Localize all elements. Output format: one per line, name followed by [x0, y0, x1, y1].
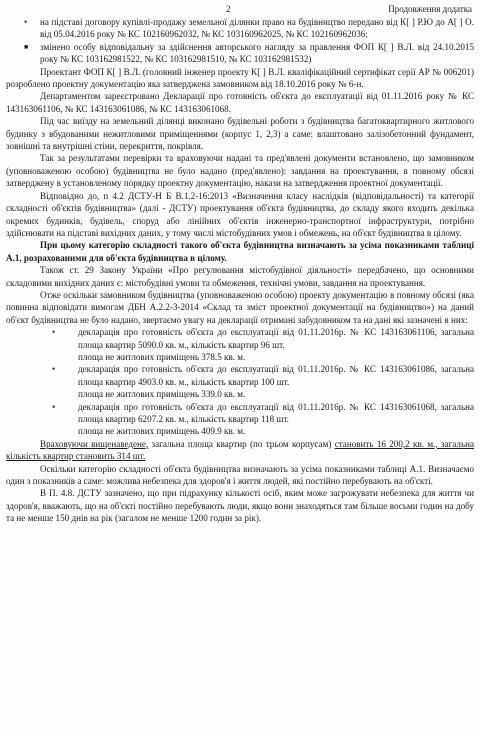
bullet-paragraph: • на підставі договору купівлі-продажу земельної ділянки право на будівництво передано від К[ ] Р.Ю до А[ ] О. від 05.04.2016 року № КС 102160962032, № КС 103160962025, № КС 102160962036; [6, 16, 474, 41]
paragraph: В П. 4.8. ДСТУ зазначено, що при підрахунку кількості осіб, яким може загрожувати небезпека для життя чи здоров'я, вважають, що на об'єкті постійно перебувають люди, якщо вони знаходяться там більше восьми годин на добу та не менше 150 днів на рік (загалом не менше 1200 годин за рік). [6, 488, 474, 524]
paragraph: Департаментом зареєстровано Декларації про готовність об'єкта до експлуатації від 01.11.2016 року № КС 143163061106, № КС 143163061086, № КС 143163061068. [6, 91, 474, 114]
continuation-note: Продовження додатка [388, 4, 472, 14]
bullet-paragraph: ■ змінено особу відповідальну за здійснення авторського нагляду за правлення ФОП К[ ] В.Л. від 24.10.2015 року № КС 103162981522, № КС 103162981510, № КС 103162981532) [6, 41, 474, 66]
paragraph: Під час виїзду на земельний ділянці виконано будівельні роботи з будівництва багатоквартирного житлового будинку з вбудованими нежитловими приміщеннями (корпус 1, 2,3) а саме: влаштовано залізобетонний фундамент, зовнішні та внутрішні стіни, перекриття, покрівля. [6, 116, 474, 152]
declaration-area: площа не житлових приміщень 339.0 кв. м. [78, 389, 246, 400]
paragraph-bold: При цьому категорію складності такого об'єкта будівництва визначають за усіма показниками таблиці А.1, розрахованими для об'єкта будівництва в цілому. [6, 240, 474, 263]
document-body [6, 16, 474, 525]
summary-lead: Враховуючи вищенаведене, [40, 438, 149, 449]
paragraph: Відповідно до, п 4.2 ДСТУ-Н Б В.1.2-16:2013 «Визначення класу наслідків (відповідальності) та категорії складності об'єктів будівництва» (далі - ДСТУ) проектування об'єкта будівництва, до складу якого входить декілька окремих будинків, будівель, споруд або лінійних об'єктів інженерно-транспортної інфраструктури, потрібно здійснювати на підставі вихідних даних, у тому числі містобудівних умов і обмежень, на об'єкт будівництва в цілому. [6, 190, 474, 238]
declaration-item: • декларація про готовність об'єкта до експлуатації від 01.11.2016р. № КС 143163061068, загальна площа квартир 6207.2 кв. м., кількість квартир 118 шт. [6, 401, 474, 426]
declaration-item: • декларація про готовність об'єкта до експлуатації від 01.11.2016р. № КС 143163061086, загальна площа квартир 4903.0 кв. м., кількість квартир 100 шт. [6, 363, 474, 388]
paragraph: Також ст. 29 Закону України «Про регулювання містобудівної діяльності» передбачено, що основними складовими вихідних даних є: містобудівні умови та обмеження, технічні умови, завдання на проектування. [6, 265, 474, 288]
summary-paragraph [6, 438, 474, 463]
page-number: 2 [226, 4, 231, 14]
paragraph: Проектант ФОП К[ ] В.Л. (головний інженер проекту К[ ] В.Л. кваліфікаційний сертифікат серії АР № 006201) розроблено проектну документацію яка затверджена замовником від 18.10.2016 року № 6-н. [6, 66, 474, 90]
paragraph: Так за результатами перевірки та враховуючи надані та пред'явлені документи встановлено, що замовником (уповноваженою особою) будівництва не було надано (пред'явлено): завдання на проектування, в повному обсязі затверджену в установленому порядку проектну документацію, накази на затвердження проектної документації. [6, 153, 474, 189]
summary-middle: загальна площа квартир (по трьом корпусам) [148, 438, 335, 449]
paragraph: Оскільки категорію складності об'єкта будівництва визначають за усіма показниками таблиці А.1. Визначаємо один з показників а саме: можлива небезпека для здоров'я і життя людей, які постійно перебувають на об'єкті. [6, 463, 474, 487]
declaration-item: • декларація про готовність об'єкта до експлуатації від 01.11.2016р. № КС 143163061106, загальна площа квартир 5090.0 кв. м., кількість квартир 96 шт. [6, 326, 474, 351]
paragraph: Отже оскільки замовником будівництва (уповноваженою особою) проекту документацію в повному обсязі (яка повинна відповідати вимогам ДБН А.2.2-3-2014 «Склад та зміст проектної документації на будівництво») на даний об'єкт будівництва не було надано, звертаємо увагу на декларації отримані забудовником та на дані які зазначені в них: [6, 289, 474, 325]
declaration-area: площа не житлових приміщень 409.9 кв. м. [78, 426, 246, 437]
declaration-area: площа не житлових приміщень 378.5 кв. м. [78, 351, 246, 362]
summary-total: становить 16 200,2 кв. м., загальна кількість квартир становить 314 шт. [6, 438, 474, 462]
